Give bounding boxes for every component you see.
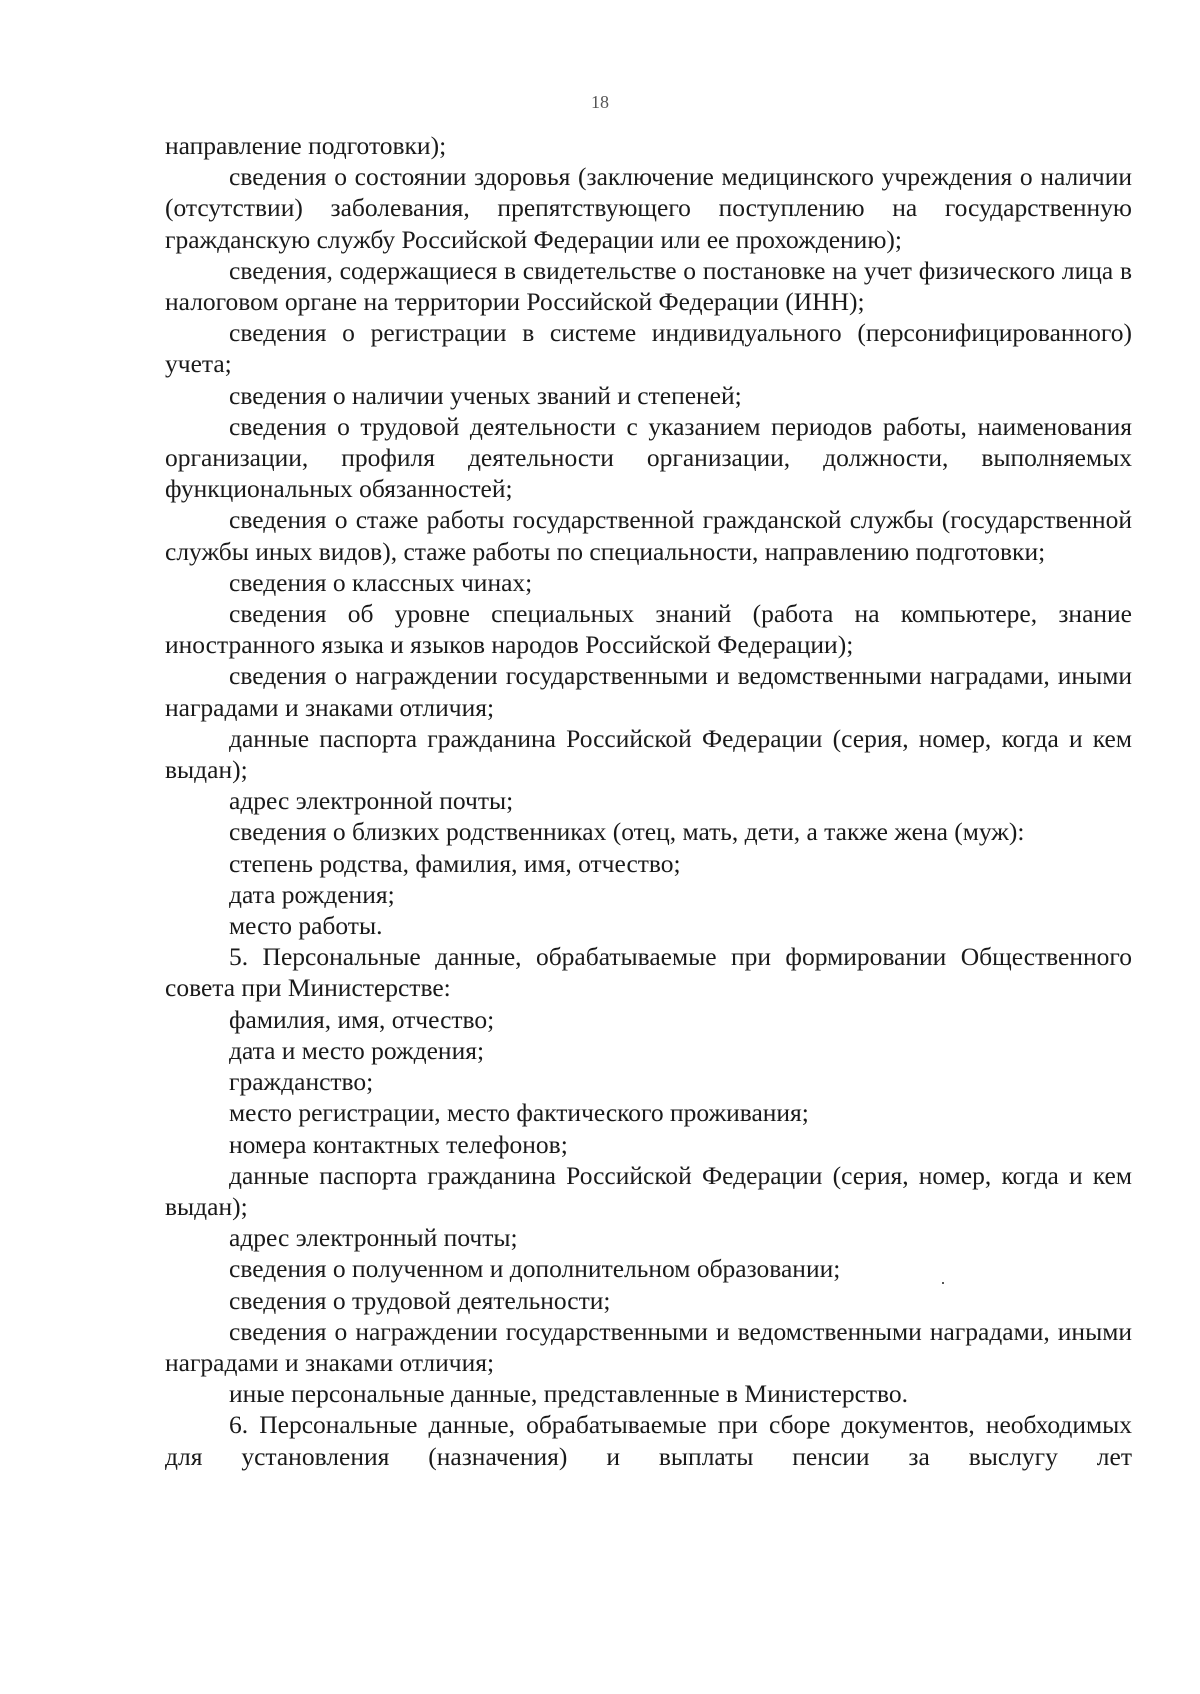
paragraph: сведения о наличии ученых званий и степеней; xyxy=(229,380,742,410)
paragraph: дата и место рождения; xyxy=(229,1035,485,1065)
paragraph: гражданство; xyxy=(229,1067,374,1097)
paragraph: сведения о трудовой деятельности с указанием периодов работы, наименования организации, профиля деятельности организации, должности, выполняемых функциональных обязанностей; xyxy=(165,411,1132,504)
scan-speck xyxy=(942,1282,944,1284)
paragraph: сведения о полученном и дополнительном образовании; xyxy=(229,1254,841,1284)
paragraph: сведения о трудовой деятельности; xyxy=(229,1285,611,1315)
paragraph: сведения о близких родственниках (отец, мать, дети, а также жена (муж): xyxy=(229,817,1025,847)
paragraph: фамилия, имя, отчество; xyxy=(229,1004,495,1034)
paragraph: номера контактных телефонов; xyxy=(229,1129,568,1159)
paragraph: 6. Персональные данные, обрабатываемые при сборе документов, необходимых для установления (назначения) и выплаты пенсии за выслугу лет xyxy=(165,1410,1132,1471)
page-number: 18 xyxy=(591,92,609,112)
paragraph: место регистрации, место фактического проживания; xyxy=(229,1098,809,1128)
paragraph: место работы. xyxy=(229,911,383,941)
paragraph: данные паспорта гражданина Российской Федерации (серия, номер, когда и кем выдан); xyxy=(165,1160,1132,1221)
paragraph: направление подготовки); xyxy=(165,131,447,160)
paragraph: 5. Персональные данные, обрабатываемые при формировании Общественного совета при Министерстве: xyxy=(165,942,1132,1003)
document-body xyxy=(165,130,1132,1472)
paragraph: степень родства, фамилия, имя, отчество; xyxy=(229,848,681,878)
paragraph: сведения об уровне специальных знаний (работа на компьютере, знание иностранного языка и языков народов Российской Федерации); xyxy=(165,599,1132,660)
paragraph: адрес электронный почты; xyxy=(229,1223,518,1253)
paragraph: сведения о стаже работы государственной гражданской службы (государственной службы иных видов), стаже работы по специальности, направлению подготовки; xyxy=(165,505,1132,566)
paragraph: адрес электронной почты; xyxy=(229,786,514,816)
paragraph: иные персональные данные, представленные в Министерство. xyxy=(229,1379,909,1409)
paragraph: сведения о состоянии здоровья (заключение медицинского учреждения о наличии (отсутствии) заболевания, препятствующего поступлению на государственную гражданскую службу Российской Федерации или ее прохождению); xyxy=(165,162,1132,254)
paragraph: сведения о классных чинах; xyxy=(229,567,533,597)
paragraph: сведения о регистрации в системе индивидуального (персонифицированного) учета; xyxy=(165,318,1132,379)
paragraph: сведения о награждении государственными и ведомственными наградами, иными наградами и знаками отличия; xyxy=(165,661,1132,722)
paragraph: сведения о награждении государственными и ведомственными наградами, иными наградами и знаками отличия; xyxy=(165,1316,1132,1377)
paragraph: дата рождения; xyxy=(229,879,395,909)
paragraph: данные паспорта гражданина Российской Федерации (серия, номер, когда и кем выдан); xyxy=(165,723,1132,785)
paragraph: сведения, содержащиеся в свидетельстве о постановке на учет физического лица в налоговом органе на территории Российской Федерации (ИНН); xyxy=(165,255,1132,317)
